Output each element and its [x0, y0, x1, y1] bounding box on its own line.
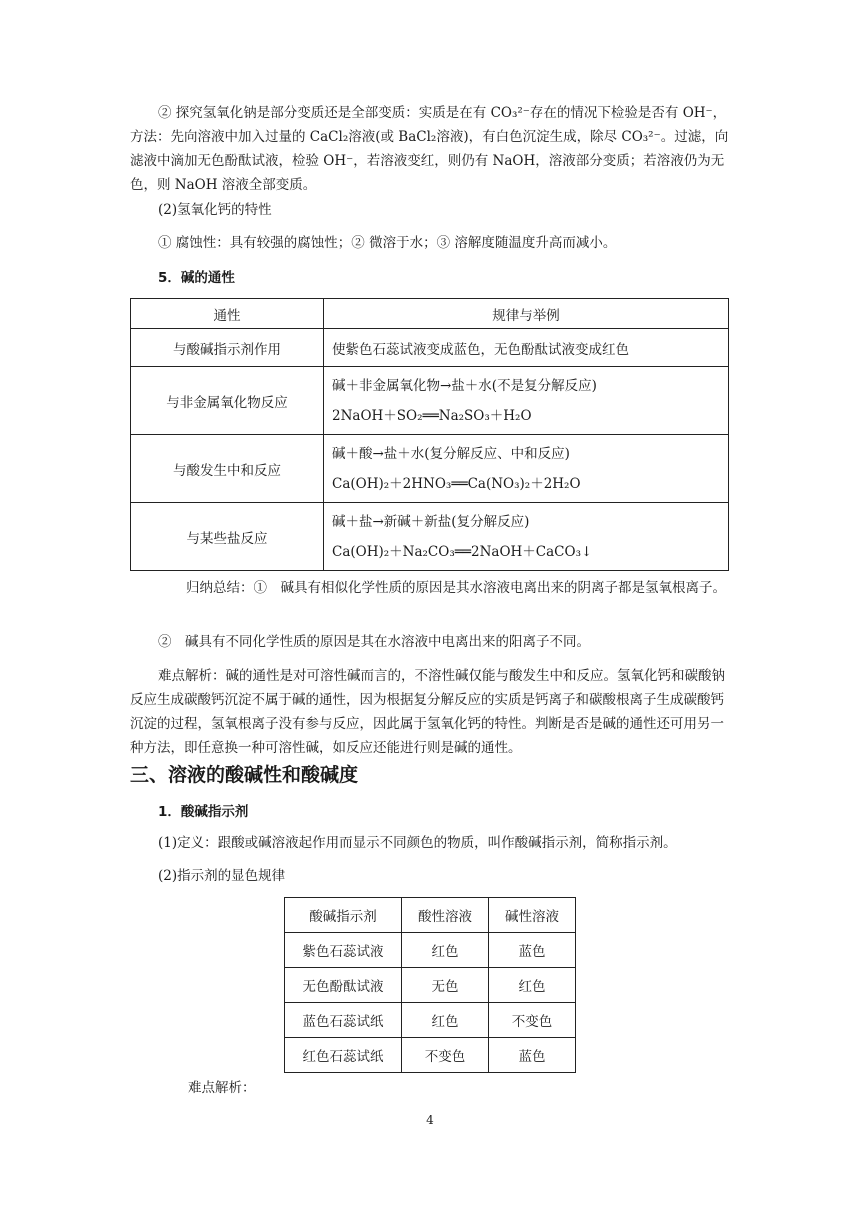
- table-header-cell: 通性: [131, 299, 324, 329]
- rule-text: 碱＋盐→新碱＋新盐(复分解反应): [332, 513, 530, 530]
- base-properties-table: [130, 298, 729, 571]
- table-cell: 红色石蕊试纸: [285, 1038, 402, 1073]
- table-header-row: [285, 898, 576, 933]
- heading-indicators: 1．酸碱指示剂: [158, 804, 249, 820]
- difficulty-analysis-label: 难点解析：: [188, 1080, 256, 1096]
- table-cell: 蓝色: [489, 933, 576, 968]
- rule-cell: [324, 435, 729, 503]
- paragraph-naoh-deterioration: ② 探究氢氧化钠是部分变质还是全部变质：实质是在有 CO₃²⁻存在的情况下检验是否有 OH⁻，方法：先向溶液中加入过量的 CaCl₂溶液(或 BaCl₂溶液)，有白色沉淀生成，除尽 CO₃²⁻。过滤，向滤液中滴加无色酚酞试液，检验 OH⁻，若溶液变红，则仍有 NaOH，溶液部分变质；若溶液仍为无色，则 NaOH 溶液全部变质。: [130, 105, 729, 193]
- equation-text: Ca(OH)₂＋2HNO₃══Ca(NO₃)₂＋2H₂O: [332, 475, 581, 492]
- table-row: [131, 367, 729, 435]
- page-number: 4: [426, 1113, 434, 1127]
- property-cell: 与非金属氧化物反应: [131, 367, 324, 435]
- table-cell: 不变色: [489, 1003, 576, 1038]
- indicator-color-table: [284, 897, 576, 1073]
- subheading-calcium-hydroxide: (2)氢氧化钙的特性: [158, 202, 272, 218]
- paragraph-calcium-properties: ① 腐蚀性：具有较强的腐蚀性；② 微溶于水；③ 溶解度随温度升高而减小。: [158, 235, 617, 251]
- property-cell: 与某些盐反应: [131, 503, 324, 571]
- rule-cell: [324, 367, 729, 435]
- indicator-definition: (1)定义：跟酸或碱溶液起作用而显示不同颜色的物质，叫作酸碱指示剂，简称指示剂。: [158, 835, 677, 851]
- property-cell: 与酸发生中和反应: [131, 435, 324, 503]
- table-header-cell: 碱性溶液: [489, 898, 576, 933]
- rule-text: 碱＋酸→盐＋水(复分解反应、中和反应): [332, 445, 570, 462]
- table-row: [285, 1038, 576, 1073]
- table-cell: 紫色石蕊试液: [285, 933, 402, 968]
- heading-base-common-properties: 5．碱的通性: [158, 270, 235, 286]
- table-row: [285, 1003, 576, 1038]
- table-header-cell: 酸性溶液: [402, 898, 489, 933]
- table-row: [285, 933, 576, 968]
- equation-text: 2NaOH＋SO₂══Na₂SO₃＋H₂O: [332, 407, 532, 424]
- table-cell: 红色: [402, 1003, 489, 1038]
- section-heading-acidity: 三、溶液的酸碱性和酸碱度: [130, 764, 359, 786]
- property-cell: 与酸碱指示剂作用: [131, 329, 324, 367]
- table-header-row: [131, 299, 729, 329]
- table-cell: 蓝色: [489, 1038, 576, 1073]
- rule-text: 碱＋非金属氧化物→盐＋水(不是复分解反应): [332, 377, 597, 394]
- table-row: [131, 503, 729, 571]
- summary-first: 归纳总结：① 碱具有相似化学性质的原因是其水溶液电离出来的阴离子都是氢氧根离子。: [186, 580, 726, 596]
- table-header-cell: 规律与举例: [324, 299, 729, 329]
- rule-cell: 使紫色石蕊试液变成蓝色，无色酚酞试液变成红色: [324, 329, 729, 367]
- equation-text: Ca(OH)₂＋Na₂CO₃══2NaOH＋CaCO₃↓: [332, 543, 593, 560]
- difficulty-analysis-paragraph: 难点解析：碱的通性是对可溶性碱而言的，不溶性碱仅能与酸发生中和反应。氢氧化钙和碳酸钠反应生成碳酸钙沉淀不属于碱的通性，因为根据复分解反应的实质是钙离子和碳酸根离子生成碳酸钙沉淀的过程，氢氧根离子没有参与反应，因此属于氢氧化钙的特性。判断是否是碱的通性还可用另一种方法，即任意换一种可溶性碱，如反应还能进行则是碱的通性。: [130, 668, 725, 756]
- table-row: [131, 435, 729, 503]
- rule-cell: [324, 503, 729, 571]
- subheading-color-rules: (2)指示剂的显色规律: [158, 868, 286, 884]
- table-row: [131, 329, 729, 367]
- table-cell: 红色: [489, 968, 576, 1003]
- table-header-cell: 酸碱指示剂: [285, 898, 402, 933]
- table-cell: 蓝色石蕊试纸: [285, 1003, 402, 1038]
- summary-second: ② 碱具有不同化学性质的原因是其在水溶液中电离出来的阳离子不同。: [158, 634, 590, 650]
- table-row: [285, 968, 576, 1003]
- table-cell: 红色: [402, 933, 489, 968]
- table-cell: 不变色: [402, 1038, 489, 1073]
- table-cell: 无色酚酞试液: [285, 968, 402, 1003]
- table-cell: 无色: [402, 968, 489, 1003]
